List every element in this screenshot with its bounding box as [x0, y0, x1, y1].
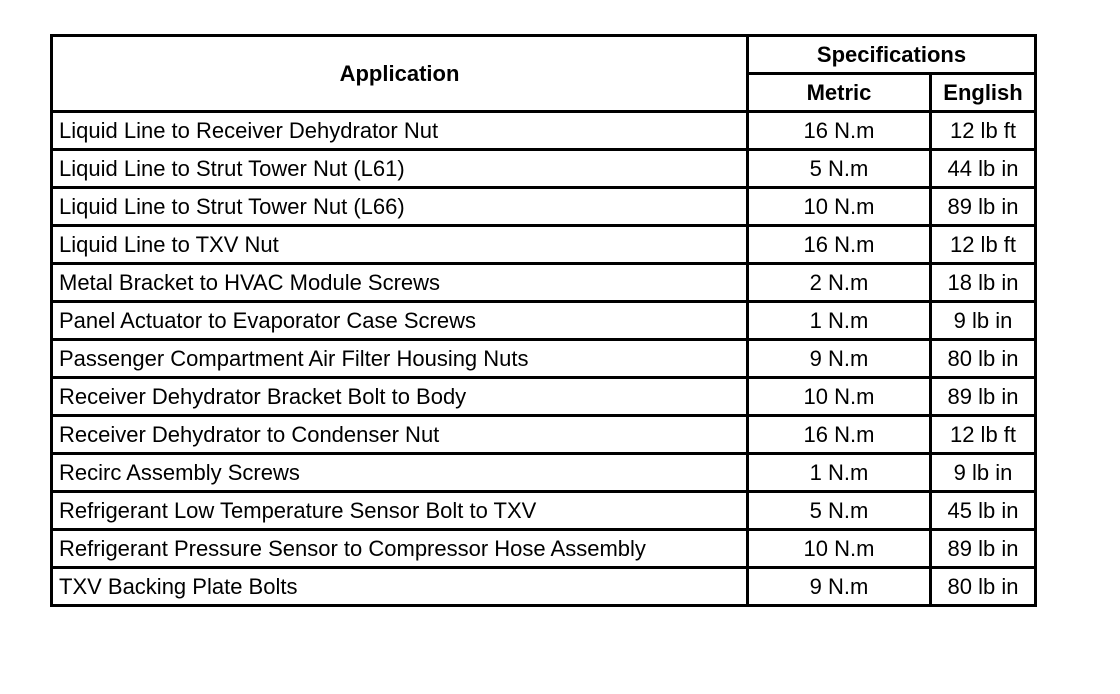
application-cell: Liquid Line to Receiver Dehydrator Nut — [52, 112, 748, 150]
english-cell: 12 lb ft — [931, 226, 1036, 264]
table-row — [52, 112, 1036, 150]
metric-cell: 9 N.m — [748, 340, 931, 378]
table-body — [52, 112, 1036, 606]
specifications-header: Specifications — [748, 36, 1036, 74]
english-cell: 12 lb ft — [931, 112, 1036, 150]
table-row — [52, 340, 1036, 378]
metric-cell: 16 N.m — [748, 416, 931, 454]
metric-cell: 5 N.m — [748, 492, 931, 530]
application-cell: Receiver Dehydrator to Condenser Nut — [52, 416, 748, 454]
table-row — [52, 150, 1036, 188]
english-header: English — [931, 74, 1036, 112]
application-header: Application — [52, 36, 748, 112]
table-row — [52, 530, 1036, 568]
english-cell: 89 lb in — [931, 188, 1036, 226]
table-row — [52, 454, 1036, 492]
english-cell: 12 lb ft — [931, 416, 1036, 454]
application-cell: Liquid Line to TXV Nut — [52, 226, 748, 264]
english-cell: 89 lb in — [931, 530, 1036, 568]
application-cell: TXV Backing Plate Bolts — [52, 568, 748, 606]
application-cell: Panel Actuator to Evaporator Case Screws — [52, 302, 748, 340]
table-row — [52, 226, 1036, 264]
metric-cell: 2 N.m — [748, 264, 931, 302]
table-row — [52, 568, 1036, 606]
fastener-specifications-table — [50, 34, 1037, 607]
english-cell: 18 lb in — [931, 264, 1036, 302]
application-cell: Liquid Line to Strut Tower Nut (L66) — [52, 188, 748, 226]
metric-cell: 10 N.m — [748, 530, 931, 568]
english-cell: 45 lb in — [931, 492, 1036, 530]
table-header — [52, 36, 1036, 112]
application-cell: Refrigerant Low Temperature Sensor Bolt to TXV — [52, 492, 748, 530]
english-cell: 89 lb in — [931, 378, 1036, 416]
application-cell: Metal Bracket to HVAC Module Screws — [52, 264, 748, 302]
application-cell: Recirc Assembly Screws — [52, 454, 748, 492]
table-row — [52, 188, 1036, 226]
metric-cell: 1 N.m — [748, 454, 931, 492]
metric-cell: 5 N.m — [748, 150, 931, 188]
metric-cell: 10 N.m — [748, 378, 931, 416]
metric-header: Metric — [748, 74, 931, 112]
metric-cell: 9 N.m — [748, 568, 931, 606]
application-cell: Liquid Line to Strut Tower Nut (L61) — [52, 150, 748, 188]
english-cell: 9 lb in — [931, 302, 1036, 340]
metric-cell: 1 N.m — [748, 302, 931, 340]
english-cell: 44 lb in — [931, 150, 1036, 188]
metric-cell: 10 N.m — [748, 188, 931, 226]
application-cell: Passenger Compartment Air Filter Housing Nuts — [52, 340, 748, 378]
english-cell: 80 lb in — [931, 340, 1036, 378]
table-row — [52, 378, 1036, 416]
header-row-top — [52, 36, 1036, 74]
metric-cell: 16 N.m — [748, 226, 931, 264]
application-cell: Refrigerant Pressure Sensor to Compressor Hose Assembly — [52, 530, 748, 568]
application-cell: Receiver Dehydrator Bracket Bolt to Body — [52, 378, 748, 416]
table-row — [52, 416, 1036, 454]
english-cell: 9 lb in — [931, 454, 1036, 492]
table-row — [52, 264, 1036, 302]
table-row — [52, 492, 1036, 530]
table-row — [52, 302, 1036, 340]
english-cell: 80 lb in — [931, 568, 1036, 606]
metric-cell: 16 N.m — [748, 112, 931, 150]
